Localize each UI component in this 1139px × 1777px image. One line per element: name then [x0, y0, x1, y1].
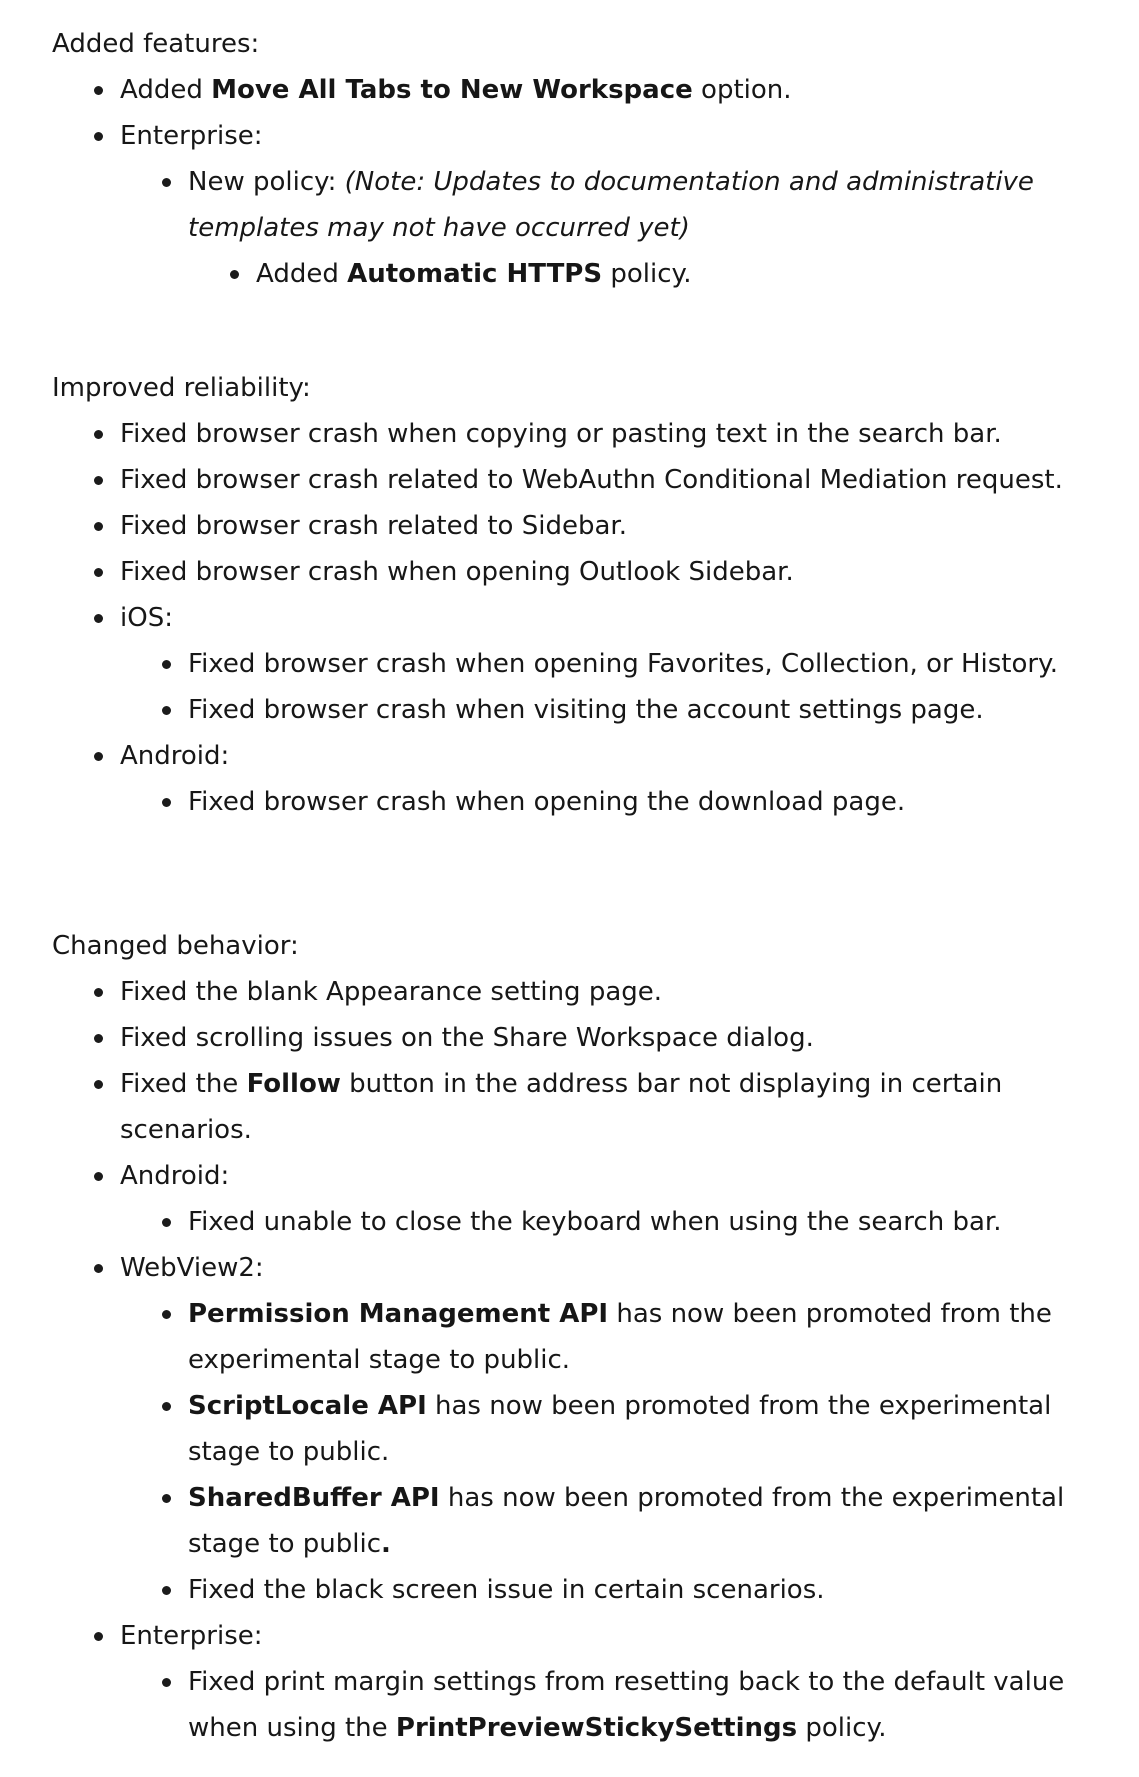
api-name: SharedBuffer API: [188, 1483, 440, 1513]
list-item: [188, 1475, 1099, 1567]
enterprise-list: [120, 159, 1099, 297]
improved-reliability-heading: Improved reliability:: [52, 373, 311, 403]
added-features-list: [52, 67, 1099, 297]
item-text: Added: [120, 75, 212, 105]
webview2-list: [120, 1291, 1099, 1613]
changed-behavior-section: [52, 923, 1099, 1751]
list-item: [120, 1061, 1099, 1153]
item-text: has now been promoted from the experimental stage to public: [188, 1483, 1065, 1559]
group-label: Android:: [120, 741, 230, 771]
list-item: [120, 67, 1099, 113]
list-item-enterprise: [120, 1613, 1099, 1751]
policy-name: Automatic HTTPS: [347, 259, 603, 289]
added-features-section: [52, 21, 1099, 297]
policy-list: [188, 251, 1099, 297]
policy-name: PrintPreviewStickySettings: [395, 1713, 798, 1743]
list-item: Fixed the blank Appearance setting page.: [120, 969, 1099, 1015]
item-text: Fixed print margin settings from resetting back to the default value when using the: [188, 1667, 1065, 1743]
changed-list: [52, 969, 1099, 1751]
item-text: button in the address bar not displaying in certain scenarios.: [120, 1069, 1003, 1145]
api-name: ScriptLocale API: [188, 1391, 427, 1421]
list-item: [188, 1659, 1099, 1751]
item-text: Added: [256, 259, 348, 289]
api-name: Permission Management API: [188, 1299, 609, 1329]
button-name: Follow: [246, 1069, 341, 1099]
list-item: Fixed unable to close the keyboard when using the search bar.: [188, 1199, 1099, 1245]
list-item: Fixed browser crash when copying or pasting text in the search bar.: [120, 411, 1099, 457]
item-text: .: [381, 1529, 391, 1559]
policy-note: (Note: Updates to documentation and administrative templates may not have occurred yet): [188, 167, 1034, 243]
added-features-heading: Added features:: [52, 29, 260, 59]
list-item: [188, 159, 1099, 297]
item-text: has now been promoted from the experimental stage to public.: [188, 1391, 1052, 1467]
group-label: Enterprise:: [120, 1621, 263, 1651]
list-item-webview2: [120, 1245, 1099, 1613]
item-text: New policy:: [188, 167, 345, 197]
android-list: [120, 779, 1099, 825]
improved-reliability-section: [52, 365, 1099, 825]
group-label: Enterprise:: [120, 121, 263, 151]
list-item: [188, 1291, 1099, 1383]
item-text: policy.: [602, 259, 692, 289]
section-spacer: [52, 825, 1099, 923]
group-label: Android:: [120, 1161, 230, 1191]
list-item: Fixed browser crash when visiting the account settings page.: [188, 687, 1099, 733]
list-item-android: [120, 733, 1099, 825]
group-label: iOS:: [120, 603, 173, 633]
reliability-list: [52, 411, 1099, 825]
list-item: Fixed browser crash when opening Favorites, Collection, or History.: [188, 641, 1099, 687]
group-label: WebView2:: [120, 1253, 264, 1283]
feature-name: Move All Tabs to New Workspace: [211, 75, 693, 105]
list-item: Fixed browser crash related to Sidebar.: [120, 503, 1099, 549]
changed-behavior-heading: Changed behavior:: [52, 931, 299, 961]
list-item: Fixed browser crash related to WebAuthn Conditional Mediation request.: [120, 457, 1099, 503]
android-list: [120, 1199, 1099, 1245]
list-item: [256, 251, 1099, 297]
list-item: [188, 1383, 1099, 1475]
item-text: policy.: [797, 1713, 887, 1743]
item-text: has now been promoted from the experimental stage to public.: [188, 1299, 1052, 1375]
ios-list: [120, 641, 1099, 733]
list-item-ios: [120, 595, 1099, 733]
list-item: Fixed the black screen issue in certain scenarios.: [188, 1567, 1099, 1613]
list-item: Fixed scrolling issues on the Share Workspace dialog.: [120, 1015, 1099, 1061]
section-spacer: [52, 297, 1099, 365]
list-item-android: [120, 1153, 1099, 1245]
item-text: option.: [692, 75, 792, 105]
item-text: Fixed the: [120, 1069, 247, 1099]
list-item: Fixed browser crash when opening the download page.: [188, 779, 1099, 825]
enterprise-list: [120, 1659, 1099, 1751]
list-item-enterprise: [120, 113, 1099, 297]
list-item: Fixed browser crash when opening Outlook Sidebar.: [120, 549, 1099, 595]
